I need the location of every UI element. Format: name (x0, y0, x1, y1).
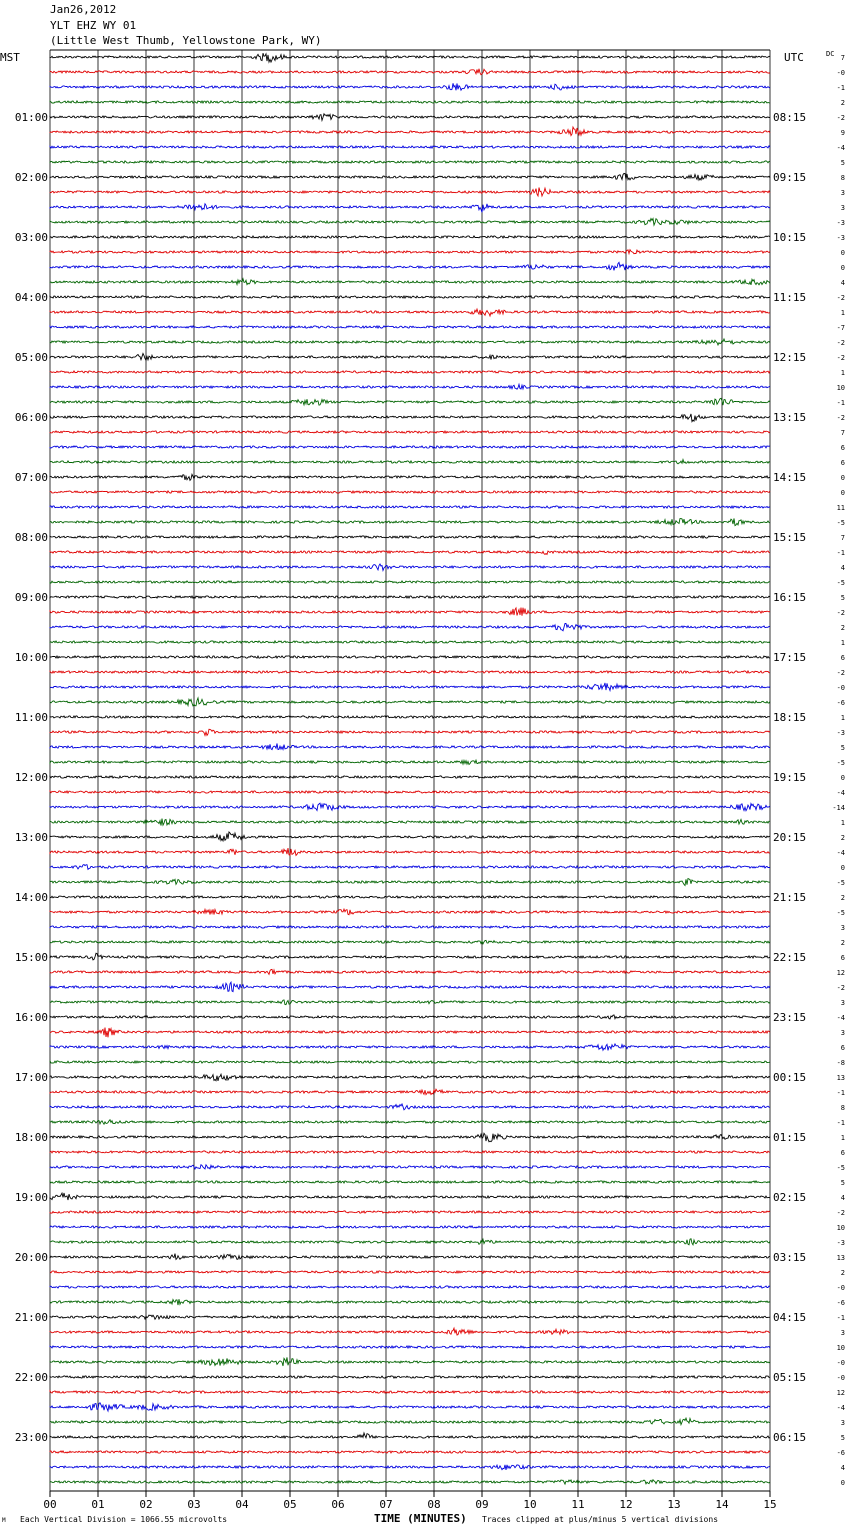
dc-offset: 12 (836, 969, 845, 977)
dc-offset: 2 (840, 624, 845, 632)
trace-18 (50, 326, 770, 328)
dc-offset: -1 (836, 84, 845, 92)
trace-72 (50, 1133, 770, 1142)
dc-offset: 1 (840, 639, 845, 647)
trace-55 (50, 879, 770, 886)
right-hour-label: 14:15 (773, 471, 807, 484)
trace-9 (50, 188, 770, 197)
trace-90 (50, 1403, 770, 1411)
dc-offset: 6 (840, 654, 845, 662)
left-hour-label: 18:00 (14, 1131, 48, 1144)
left-hour-label: 12:00 (14, 771, 48, 784)
x-axis-title: TIME (MINUTES) (374, 1512, 467, 1525)
right-hour-label: 06:15 (773, 1431, 807, 1444)
right-hour-label: 17:15 (773, 651, 807, 664)
right-hour-label: 20:15 (773, 831, 807, 844)
left-hour-label: 07:00 (14, 471, 48, 484)
left-hour-label: 09:00 (14, 591, 48, 604)
dc-offset: 4 (840, 1194, 845, 1202)
dc-offset: -7 (836, 324, 845, 332)
left-hour-label: 22:00 (14, 1371, 48, 1384)
x-tick-label: 15 (763, 1498, 777, 1511)
x-tick-label: 10 (523, 1498, 537, 1511)
dc-offset: -0 (836, 1284, 845, 1292)
dc-offset: 13 (836, 1254, 845, 1262)
trace-53 (50, 848, 770, 855)
trace-14 (50, 262, 770, 270)
trace-81 (50, 1271, 770, 1273)
right-hour-label: 01:15 (773, 1131, 807, 1144)
dc-offset: 3 (840, 924, 845, 932)
trace-57 (50, 909, 770, 915)
trace-59 (50, 940, 770, 943)
trace-48 (50, 776, 770, 778)
dc-offset: 1 (840, 819, 845, 827)
trace-30 (50, 506, 770, 508)
right-hour-label: 02:15 (773, 1191, 807, 1204)
dc-offset: 4 (840, 1464, 845, 1472)
dc-offset: 6 (840, 1149, 845, 1157)
x-tick-label: 00 (43, 1498, 57, 1511)
left-hour-label: 05:00 (14, 351, 48, 364)
dc-offset: 10 (836, 384, 845, 392)
trace-49 (50, 791, 770, 793)
trace-42 (50, 683, 770, 691)
left-hour-label: 01:00 (14, 111, 48, 124)
trace-95 (50, 1480, 770, 1484)
x-tick-label: 08 (427, 1498, 441, 1511)
dc-offset: 5 (840, 1434, 845, 1442)
right-hour-label: 16:15 (773, 591, 807, 604)
trace-11 (50, 219, 770, 226)
trace-89 (50, 1391, 770, 1393)
dc-offset: -0 (836, 69, 845, 77)
dc-offset: 3 (840, 1419, 845, 1427)
left-hour-label: 10:00 (14, 651, 48, 664)
dc-offset: 8 (840, 174, 845, 182)
dc-offset: 1 (840, 309, 845, 317)
dc-offset: -5 (836, 909, 845, 917)
dc-offset: 5 (840, 159, 845, 167)
dc-offset: -2 (836, 1209, 845, 1217)
trace-83 (50, 1299, 770, 1305)
left-hour-label: 14:00 (14, 891, 48, 904)
dc-offset: -6 (836, 1299, 845, 1307)
right-hour-label: 21:15 (773, 891, 807, 904)
trace-52 (50, 832, 770, 841)
dc-offset: -2 (836, 294, 845, 302)
trace-45 (50, 729, 770, 735)
trace-29 (50, 491, 770, 493)
dc-offset: 7 (840, 54, 845, 62)
right-hour-label: 15:15 (773, 531, 807, 544)
trace-27 (50, 460, 770, 464)
dc-offset: -5 (836, 1164, 845, 1172)
trace-92 (50, 1433, 770, 1438)
dc-offset: 3 (840, 1329, 845, 1337)
x-tick-label: 11 (571, 1498, 585, 1511)
dc-offset: 4 (840, 564, 845, 572)
dc-offset: -3 (836, 219, 845, 227)
x-tick-label: 01 (91, 1498, 105, 1511)
right-hour-label: 03:15 (773, 1251, 807, 1264)
trace-84 (50, 1315, 770, 1319)
trace-58 (50, 926, 770, 928)
clip-note: Traces clipped at plus/minus 5 vertical divisions (482, 1515, 719, 1524)
right-hour-label: 19:15 (773, 771, 807, 784)
trace-56 (50, 896, 770, 898)
right-hour-label: 04:15 (773, 1311, 807, 1324)
x-tick-label: 07 (379, 1498, 393, 1511)
right-hour-label: 22:15 (773, 951, 807, 964)
dc-offset: -2 (836, 984, 845, 992)
trace-17 (50, 309, 770, 316)
trace-79 (50, 1239, 770, 1245)
right-hour-label: 12:15 (773, 351, 807, 364)
dc-offset: 6 (840, 1044, 845, 1052)
trace-70 (50, 1104, 770, 1110)
x-tick-label: 04 (235, 1498, 249, 1511)
dc-label: DC (826, 50, 835, 58)
trace-67 (50, 1061, 770, 1063)
trace-40 (50, 656, 770, 658)
trace-80 (50, 1254, 770, 1260)
dc-offset: 3 (840, 189, 845, 197)
trace-82 (50, 1286, 770, 1288)
trace-47 (50, 760, 770, 764)
trace-12 (50, 236, 770, 238)
trace-19 (50, 339, 770, 345)
trace-46 (50, 744, 770, 750)
trace-65 (50, 1028, 770, 1038)
dc-offset: 8 (840, 1104, 845, 1112)
left-hour-label: 08:00 (14, 531, 48, 544)
trace-38 (50, 624, 770, 631)
dc-offset: 0 (840, 264, 845, 272)
trace-91 (50, 1418, 770, 1425)
trace-26 (50, 446, 770, 448)
trace-86 (50, 1346, 770, 1348)
trace-28 (50, 474, 770, 480)
trace-71 (50, 1120, 770, 1125)
left-hour-label: 15:00 (14, 951, 48, 964)
trace-5 (50, 127, 770, 136)
dc-offset: 0 (840, 474, 845, 482)
dc-offset-labels (832, 54, 845, 1487)
dc-offset: 1 (840, 369, 845, 377)
trace-21 (50, 371, 770, 373)
x-tick-label: 14 (715, 1498, 729, 1511)
dc-offset: 0 (840, 1479, 845, 1487)
dc-offset: -6 (836, 699, 845, 707)
trace-20 (50, 354, 770, 361)
x-tick-label: 02 (139, 1498, 153, 1511)
trace-43 (50, 698, 770, 706)
trace-25 (50, 431, 770, 433)
trace-63 (50, 1000, 770, 1005)
trace-2 (50, 83, 770, 90)
left-hour-label: 20:00 (14, 1251, 48, 1264)
trace-23 (50, 398, 770, 405)
right-hour-label: 23:15 (773, 1011, 807, 1024)
trace-44 (50, 716, 770, 718)
dc-offset: -4 (836, 144, 845, 152)
trace-0 (50, 53, 770, 62)
trace-6 (50, 146, 770, 148)
left-hour-label: 23:00 (14, 1431, 48, 1444)
trace-74 (50, 1165, 770, 1169)
trace-37 (50, 608, 770, 616)
dc-offset: 2 (840, 939, 845, 947)
trace-39 (50, 641, 770, 643)
dc-offset: -5 (836, 519, 845, 527)
dc-offset: -0 (836, 684, 845, 692)
dc-offset: -5 (836, 879, 845, 887)
dc-offset: 0 (840, 489, 845, 497)
dc-offset: 11 (836, 504, 845, 512)
x-tick-label: 03 (187, 1498, 201, 1511)
time-axis (43, 1491, 776, 1511)
left-hour-label: 03:00 (14, 231, 48, 244)
dc-offset: 9 (840, 129, 845, 137)
right-hour-label: 10:15 (773, 231, 807, 244)
trace-7 (50, 161, 770, 163)
trace-1 (50, 69, 770, 75)
trace-36 (50, 596, 770, 598)
trace-32 (50, 536, 770, 538)
seismic-traces (50, 53, 770, 1484)
right-hour-label: 18:15 (773, 711, 807, 724)
scale-note: Each Vertical Division = 1066.55 microvolts (20, 1515, 228, 1524)
trace-10 (50, 204, 770, 213)
station-code: YLT EHZ WY 01 (50, 19, 137, 32)
trace-60 (50, 953, 770, 960)
dc-offset: 12 (836, 1389, 845, 1397)
right-hour-label: 05:15 (773, 1371, 807, 1384)
trace-75 (50, 1181, 770, 1183)
right-hour-label: 11:15 (773, 291, 807, 304)
dc-offset: -2 (836, 354, 845, 362)
trace-3 (50, 101, 770, 103)
chart-date: Jan26,2012 (50, 3, 117, 16)
trace-77 (50, 1211, 770, 1213)
left-hour-label: 13:00 (14, 831, 48, 844)
left-hour-label: 04:00 (14, 291, 48, 304)
dc-offset: -4 (836, 1014, 845, 1022)
trace-54 (50, 865, 770, 870)
left-hour-label: 16:00 (14, 1011, 48, 1024)
right-hour-label: 13:15 (773, 411, 807, 424)
trace-66 (50, 1044, 770, 1051)
station-location: (Little West Thumb, Yellowstone Park, WY) (50, 34, 322, 47)
dc-offset: 13 (836, 1074, 845, 1082)
right-hour-label: 00:15 (773, 1071, 807, 1084)
dc-offset: 3 (840, 204, 845, 212)
trace-88 (50, 1376, 770, 1378)
dc-offset: 0 (840, 774, 845, 782)
dc-offset: 3 (840, 999, 845, 1007)
trace-35 (50, 581, 770, 583)
dc-offset: -1 (836, 1119, 845, 1127)
dc-offset: 6 (840, 459, 845, 467)
dc-offset: -3 (836, 1239, 845, 1247)
trace-24 (50, 414, 770, 422)
dc-offset: 0 (840, 249, 845, 257)
dc-offset: -2 (836, 609, 845, 617)
left-hour-label: 11:00 (14, 711, 48, 724)
dc-offset: -4 (836, 1404, 845, 1412)
dc-offset: -0 (836, 1359, 845, 1367)
left-hour-label: 17:00 (14, 1071, 48, 1084)
trace-50 (50, 803, 770, 811)
trace-16 (50, 296, 770, 298)
dc-offset: -5 (836, 759, 845, 767)
dc-offset: -4 (836, 789, 845, 797)
dc-offset: -8 (836, 1059, 845, 1067)
trace-34 (50, 564, 770, 570)
right-hour-label: 08:15 (773, 111, 807, 124)
dc-offset: 2 (840, 894, 845, 902)
trace-76 (50, 1193, 770, 1200)
dc-offset: 5 (840, 744, 845, 752)
trace-61 (50, 969, 770, 974)
trace-31 (50, 519, 770, 526)
trace-64 (50, 1015, 770, 1019)
dc-offset: -3 (836, 729, 845, 737)
trace-41 (50, 671, 770, 673)
dc-offset: 5 (840, 1179, 845, 1187)
x-tick-label: 12 (619, 1498, 633, 1511)
trace-73 (50, 1151, 770, 1153)
trace-78 (50, 1226, 770, 1228)
x-tick-label: 06 (331, 1498, 345, 1511)
left-hour-label: 02:00 (14, 171, 48, 184)
dc-offset: 2 (840, 1269, 845, 1277)
trace-68 (50, 1074, 770, 1081)
trace-4 (50, 114, 770, 121)
right-timezone-label: UTC (784, 51, 804, 64)
trace-13 (50, 250, 770, 254)
dc-offset: -1 (836, 1089, 845, 1097)
trace-15 (50, 279, 770, 285)
dc-offset: -1 (836, 1314, 845, 1322)
left-hour-label: 19:00 (14, 1191, 48, 1204)
trace-8 (50, 173, 770, 180)
right-hour-label: 09:15 (773, 171, 807, 184)
left-hour-label: 21:00 (14, 1311, 48, 1324)
dc-offset: -14 (832, 804, 845, 812)
dc-offset: 1 (840, 714, 845, 722)
trace-33 (50, 551, 770, 555)
trace-94 (50, 1465, 770, 1470)
dc-offset: 2 (840, 99, 845, 107)
dc-offset: -3 (836, 234, 845, 242)
trace-69 (50, 1089, 770, 1094)
dc-offset: -4 (836, 849, 845, 857)
dc-offset: 6 (840, 444, 845, 452)
dc-offset: 3 (840, 1029, 845, 1037)
dc-offset: 2 (840, 834, 845, 842)
trace-51 (50, 819, 770, 826)
trace-87 (50, 1357, 770, 1366)
dc-offset: -0 (836, 1374, 845, 1382)
dc-offset: -2 (836, 414, 845, 422)
x-tick-label: 13 (667, 1498, 681, 1511)
trace-93 (50, 1451, 770, 1453)
dc-offset: 0 (840, 864, 845, 872)
dc-offset: 4 (840, 279, 845, 287)
dc-offset: 6 (840, 954, 845, 962)
trace-62 (50, 982, 770, 991)
left-timezone-label: MST (0, 51, 20, 64)
left-hour-label: 06:00 (14, 411, 48, 424)
dc-offset: -1 (836, 549, 845, 557)
footer-mark: M (2, 1517, 6, 1524)
dc-offset: -1 (836, 399, 845, 407)
dc-offset: -2 (836, 114, 845, 122)
dc-offset: 10 (836, 1344, 845, 1352)
x-tick-label: 09 (475, 1498, 489, 1511)
dc-offset: 1 (840, 1134, 845, 1142)
dc-offset: -5 (836, 579, 845, 587)
dc-offset: 7 (840, 429, 845, 437)
trace-22 (50, 384, 770, 389)
trace-85 (50, 1328, 770, 1335)
dc-offset: 5 (840, 594, 845, 602)
dc-offset: -6 (836, 1449, 845, 1457)
dc-offset: -2 (836, 669, 845, 677)
x-tick-label: 05 (283, 1498, 297, 1511)
dc-offset: -2 (836, 339, 845, 347)
dc-offset: 10 (836, 1224, 845, 1232)
dc-offset: 7 (840, 534, 845, 542)
